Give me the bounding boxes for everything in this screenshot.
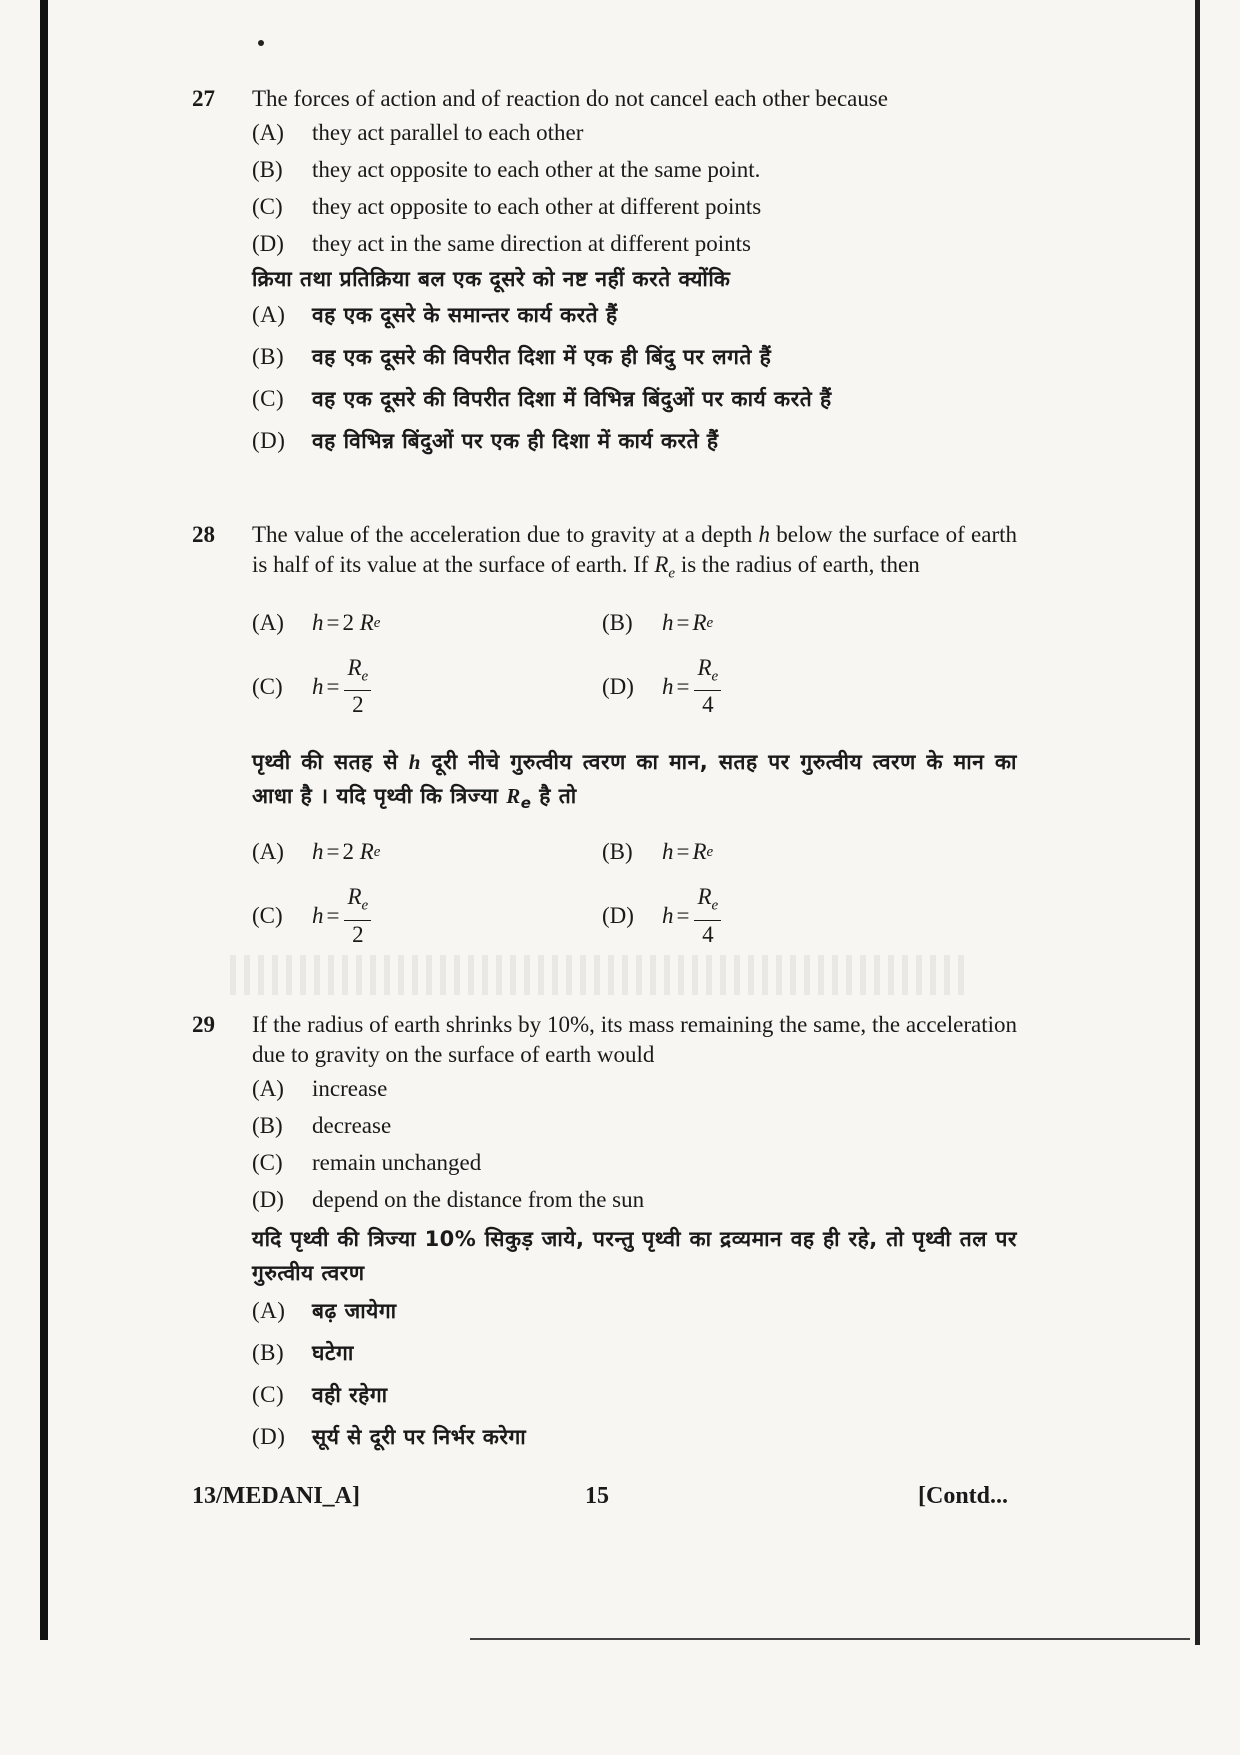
ink-dot	[258, 40, 264, 46]
question-stem-en: The value of the acceleration due to gravity at a depth h below the surface of earth is half of its value at the surface of earth. If $R_e$ is the radius of earth, then	[252, 522, 1018, 582]
option-a-en: (A) h = 2 R e	[252, 609, 381, 635]
option-a-en: (A) increase	[252, 1075, 388, 1101]
option-d-en: (D) depend on the distance from the sun	[252, 1186, 645, 1212]
paper-code: 13/MEDANI_A]	[192, 1483, 360, 1509]
page-left-border	[40, 0, 48, 1640]
option-d-en: (D) h = $\frac{R_e}{4}$	[602, 645, 952, 729]
option-b-hi: (B) घटेगा	[252, 1340, 354, 1365]
continued-label: [Contd...	[918, 1483, 1009, 1509]
option-a-hi: (A) वह एक दूसरे के समान्तर कार्य करते हैं	[252, 302, 618, 327]
option-d-hi: (D) h = $\frac{R_e}{4}$	[602, 874, 952, 958]
options-hi	[252, 830, 1017, 958]
option-c-hi: (C) h = $\frac{R_e}{2}$	[252, 874, 602, 958]
option-d-hi: (D) वह विभिन्न बिंदुओं पर एक ही दिशा में कार्य करते हैं	[252, 428, 719, 453]
option-a-hi: (A) h = 2 R e	[252, 838, 381, 864]
bottom-rule	[470, 1638, 1190, 1640]
option-b-en: (B) decrease	[252, 1112, 392, 1138]
options-en	[252, 601, 1017, 729]
question-stem-hi: पृथ्वी की सतह से h दूरी नीचे गुरुत्वीय त्वरण का मान, सतह पर गुरुत्वीय त्वरण के मान का आधा है । यदि पृथ्वी कि त्रिज्या $R_e$ है तो	[252, 749, 1017, 812]
fraction: $\frac{R_e}{4}$	[694, 883, 721, 949]
question-number: 29	[192, 1012, 215, 1037]
option-c-hi: (C) वही रहेगा	[252, 1382, 388, 1407]
option-d-hi: (D) सूर्य से दूरी पर निर्भर करेगा	[252, 1424, 527, 1449]
option-c-en: (C) they act opposite to each other at different points	[252, 193, 762, 219]
question-stem-en: The forces of action and of reaction do not cancel each other because	[252, 86, 889, 111]
option-c-hi: (C) वह एक दूसरे की विपरीत दिशा में विभिन्न बिंदुओं पर कार्य करते हैं	[252, 386, 832, 411]
option-b-en: (B) they act opposite to each other at the same point.	[252, 156, 761, 182]
fraction: $\frac{R_e}{2}$	[344, 654, 371, 720]
option-c-en: (C) remain unchanged	[252, 1149, 482, 1175]
option-b-hi: (B) h = R e	[602, 838, 714, 864]
fraction: $\frac{R_e}{4}$	[694, 654, 721, 720]
question-number: 27	[192, 86, 215, 111]
question-number: 28	[192, 522, 215, 547]
option-a-en: (A) they act parallel to each other	[252, 119, 584, 145]
option-d-en: (D) they act in the same direction at different points	[252, 230, 751, 256]
option-a-hi: (A) बढ़ जायेगा	[252, 1298, 397, 1323]
page-number: 15	[585, 1483, 609, 1509]
question-stem-hi: यदि पृथ्वी की त्रिज्या 10% सिकुड़ जाये, परन्तु पृथ्वी का द्रव्यमान वह ही रहे, तो पृथ्वी तल पर गुरुत्वीय त्वरण	[252, 1227, 1017, 1285]
fraction: $\frac{R_e}{2}$	[344, 883, 371, 949]
question-stem-hi: क्रिया तथा प्रतिक्रिया बल एक दूसरे को नष्ट नहीं करते क्योंकि	[252, 267, 731, 291]
page-right-border	[1195, 0, 1200, 1645]
option-c-en: (C) h = $\frac{R_e}{2}$	[252, 645, 602, 729]
question-stem-en: If the radius of earth shrinks by 10%, its mass remaining the same, the acceleration due to gravity on the surface of earth would	[252, 1012, 1017, 1067]
print-bleed-smudge	[230, 955, 970, 995]
option-b-en: (B) h = R e	[602, 609, 714, 635]
option-b-hi: (B) वह एक दूसरे की विपरीत दिशा में एक ही बिंदु पर लगते हैं	[252, 344, 772, 369]
